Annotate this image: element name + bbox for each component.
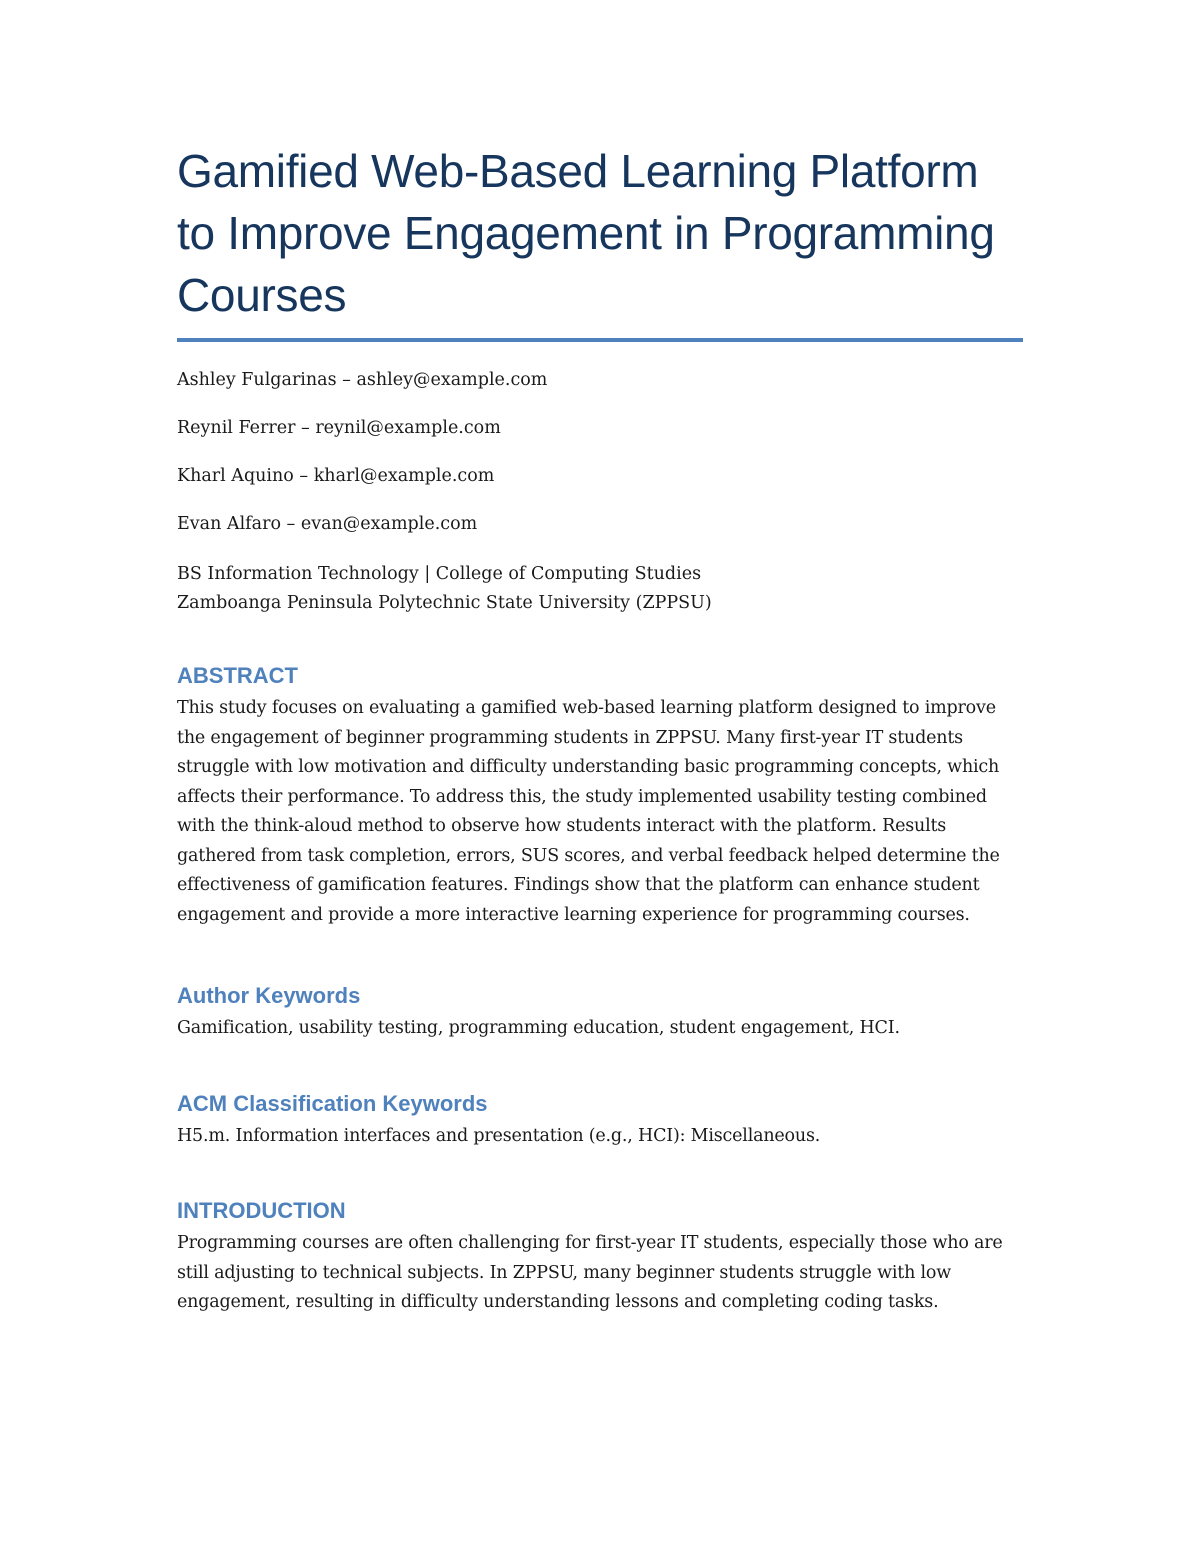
abstract-heading: ABSTRACT xyxy=(177,663,298,688)
abstract-text: This study focuses on evaluating a gamified web-based learning platform designed to improve the engagement of beginner programming students in ZPPSU. Many first-year IT students struggle with low motivation and difficulty understanding basic programming concepts, which affects their performance. To address this, the study implemented usability testing combined with the think-aloud method to observe how students interact with the platform. Results gathered from task completion, errors, SUS scores, and verbal feedback helped determine the effectiveness of gamification features. Findings show that the platform can enhance student engagement and provide a more interactive learning experience for programming courses. xyxy=(177,698,1000,925)
author-keywords-text: Gamification, usability testing, programming education, student engagement, HCI. xyxy=(177,1018,900,1038)
author-line: Evan Alfaro – evan@example.com xyxy=(177,514,478,534)
acm-keywords-heading: ACM Classification Keywords xyxy=(177,1090,488,1116)
author-line: Kharl Aquino – kharl@example.com xyxy=(177,466,495,486)
affiliation-department: BS Information Technology | College of Computing Studies xyxy=(177,564,702,584)
author-line: Reynil Ferrer – reynil@example.com xyxy=(177,418,501,438)
paper-title: Gamified Web-Based Learning Platform to Improve Engagement in Programming Courses xyxy=(177,145,995,321)
author-line: Ashley Fulgarinas – ashley@example.com xyxy=(177,370,548,390)
acm-keywords-text: H5.m. Information interfaces and presentation (e.g., HCI): Miscellaneous. xyxy=(177,1125,821,1146)
introduction-text: Programming courses are often challenging for first-year IT students, especially those who are still adjusting to technical subjects. In ZPPSU, many beginner students struggle with low engagement, resulting in difficulty understanding lessons and completing coding tasks. xyxy=(177,1233,1003,1312)
affiliation-university: Zamboanga Peninsula Polytechnic State University (ZPPSU) xyxy=(177,593,712,613)
introduction-heading: INTRODUCTION xyxy=(177,1198,346,1223)
author-list xyxy=(177,368,1023,618)
title-divider xyxy=(177,338,1023,342)
page-content xyxy=(177,140,1023,1318)
author-keywords-heading: Author Keywords xyxy=(177,983,361,1008)
